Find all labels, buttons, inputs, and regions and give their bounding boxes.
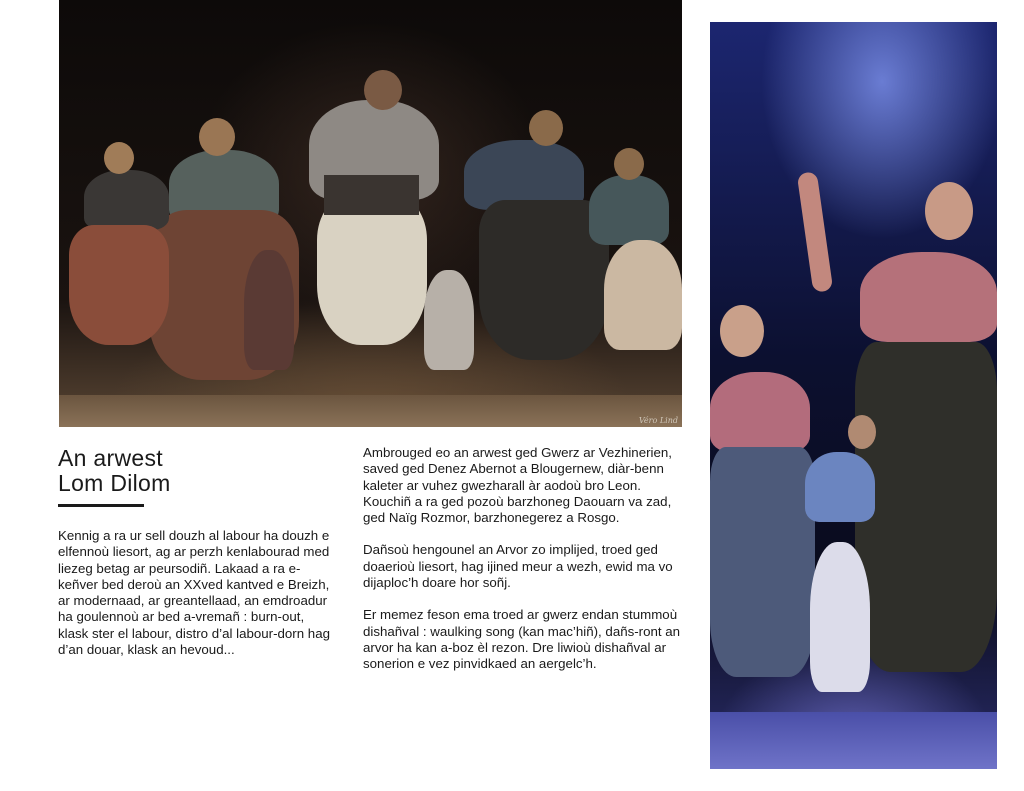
stage-floor: [59, 395, 682, 427]
dancer-torso: [589, 175, 669, 245]
dancer-sash: [324, 175, 419, 215]
dance-circle-photo: [59, 0, 682, 427]
dancer-torso: [805, 452, 875, 522]
title-underline: [58, 504, 144, 507]
dancer-head: [104, 142, 134, 174]
dancer-head: [720, 305, 764, 357]
dancer-head: [614, 148, 644, 180]
dancer-torso: [710, 372, 810, 452]
dancer-background: [244, 250, 294, 370]
dancer-head: [199, 118, 235, 156]
dancer-trousers: [317, 195, 427, 345]
paragraph: Er memez feson ema troed ar gwerz endan stummoù dishañval : waulking song (kan mac’hiñ), dañs-ront an arvor ha kan a-boz èl rezon. Dre liwioù dishañval ar sonerion e vez pinvidkaed an aergelc’h.: [363, 607, 681, 672]
dancer-head: [364, 70, 402, 110]
body-text: [363, 445, 681, 689]
dancer-head: [925, 182, 973, 240]
dancer-background: [424, 270, 474, 370]
photo-credit: Véro Lind: [638, 416, 678, 425]
dancer-head: [848, 415, 876, 449]
dancer-skirt: [855, 342, 997, 672]
page-title: [58, 446, 318, 496]
dancer-head: [529, 110, 563, 146]
title-line-2: Lom Dilom: [58, 470, 171, 496]
dancers-spotlight-photo: [710, 22, 997, 769]
paragraph: Dañsoù hengounel an Arvor zo implijed, troed ged doaerioù liesort, hag ijined meur a wezh, ewid ma vo dijaploc’h doare hor soñj.: [363, 542, 673, 591]
stage-floor: [710, 712, 997, 769]
dancer-torso: [84, 170, 169, 230]
dancer-skirt: [710, 447, 815, 677]
dancer-raised-arm: [797, 171, 834, 293]
dancer-trousers: [604, 240, 682, 350]
dancer-trousers: [810, 542, 870, 692]
title-line-1: An arwest: [58, 445, 163, 471]
dancer-skirt: [69, 225, 169, 345]
dancer-torso: [860, 252, 997, 342]
paragraph: Ambrouged eo an arwest ged Gwerz ar Vezhinerien, saved ged Denez Abernot a Blougernew, diàr-benn kaleter ar vuhez gwezharall àr aodoù bro Leon. Kouchiñ a ra ged pozoù barzhoneg Daouarn va zad, ged Naïg Rozmor, barzhonegerez a Rosgo.: [363, 445, 672, 526]
intro-paragraph: Kennig a ra ur sell douzh al labour ha douzh e elfennoù liesort, ag ar perzh kenlabourad med liezeg betag ar peursodiñ. Lakaad a ra e-keñver bed deroù an XXved kantved e Breizh, ar modernaad, ar greantellaad, an emdroadur ha goulennoù ar bed a-vremañ : burn-out, klask ster el labour, distro d’al labour-dorn hag d’an douar, klask an hevoud...: [58, 528, 330, 658]
